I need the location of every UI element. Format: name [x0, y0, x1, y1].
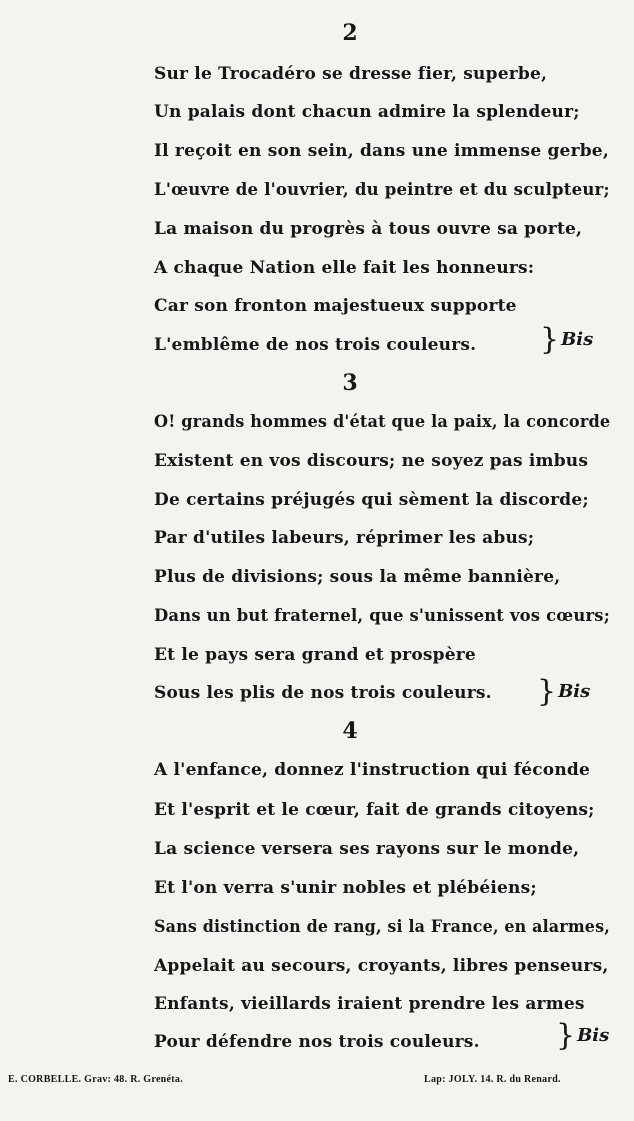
- repeat-marker: [537, 670, 591, 709]
- brace-icon: }: [540, 322, 560, 357]
- repeat-marker: [540, 318, 594, 357]
- verse-line: Dans un but fraternel, que s'unissent vos cœurs;: [154, 606, 610, 626]
- verse-line: L'œuvre de l'ouvrier, du peintre et du sculpteur;: [154, 180, 610, 200]
- printer-credit: Lap: JOLY. 14. R. du Renard.: [424, 1074, 561, 1085]
- verse-line: Sans distinction de rang, si la France, en alarmes,: [154, 917, 610, 937]
- stanza-number: 4: [342, 718, 358, 744]
- repeat-label: Bis: [558, 681, 591, 702]
- stanza-number: 2: [342, 20, 358, 46]
- engraver-credit: E. CORBELLE. Grav: 48. R. Grenéta.: [8, 1074, 184, 1085]
- verse-line: Car son fronton majestueux supporte: [154, 296, 517, 316]
- verse-line: De certains préjugés qui sèment la discorde;: [154, 490, 589, 510]
- verse-line: Un palais dont chacun admire la splendeur;: [154, 102, 580, 122]
- verse-line: Il reçoit en son sein, dans une immense gerbe,: [154, 141, 609, 161]
- verse-line: Sur le Trocadéro se dresse fier, superbe,: [154, 64, 548, 84]
- repeat-label: Bis: [577, 1025, 610, 1046]
- verse-line: Sous les plis de nos trois couleurs.: [154, 683, 492, 703]
- repeat-marker: [556, 1014, 610, 1053]
- brace-icon: }: [537, 674, 557, 709]
- verse-line: Et l'esprit et le cœur, fait de grands citoyens;: [154, 800, 595, 820]
- verse-line: A l'enfance, donnez l'instruction qui féconde: [154, 760, 590, 780]
- verse-line: Existent en vos discours; ne soyez pas imbus: [154, 451, 589, 471]
- verse-line: O! grands hommes d'état que la paix, la concorde: [154, 412, 611, 432]
- verse-line: Pour défendre nos trois couleurs.: [154, 1032, 480, 1052]
- stanza-number: 3: [342, 370, 358, 396]
- verse-line: L'emblême de nos trois couleurs.: [154, 335, 477, 355]
- verse-line: Et le pays sera grand et prospère: [154, 645, 476, 665]
- verse-line: A chaque Nation elle fait les honneurs:: [154, 258, 535, 278]
- verse-line: La science versera ses rayons sur le monde,: [154, 839, 580, 859]
- verse-line: Enfants, vieillards iraient prendre les armes: [154, 994, 585, 1014]
- verse-line: Appelait au secours, croyants, libres penseurs,: [154, 956, 609, 976]
- repeat-label: Bis: [561, 329, 594, 350]
- brace-icon: }: [556, 1018, 576, 1053]
- verse-line: Et l'on verra s'unir nobles et plébéiens;: [154, 878, 537, 898]
- verse-line: Plus de divisions; sous la même bannière,: [154, 567, 561, 587]
- verse-line: Par d'utiles labeurs, réprimer les abus;: [154, 528, 535, 548]
- verse-line: La maison du progrès à tous ouvre sa porte,: [154, 219, 583, 239]
